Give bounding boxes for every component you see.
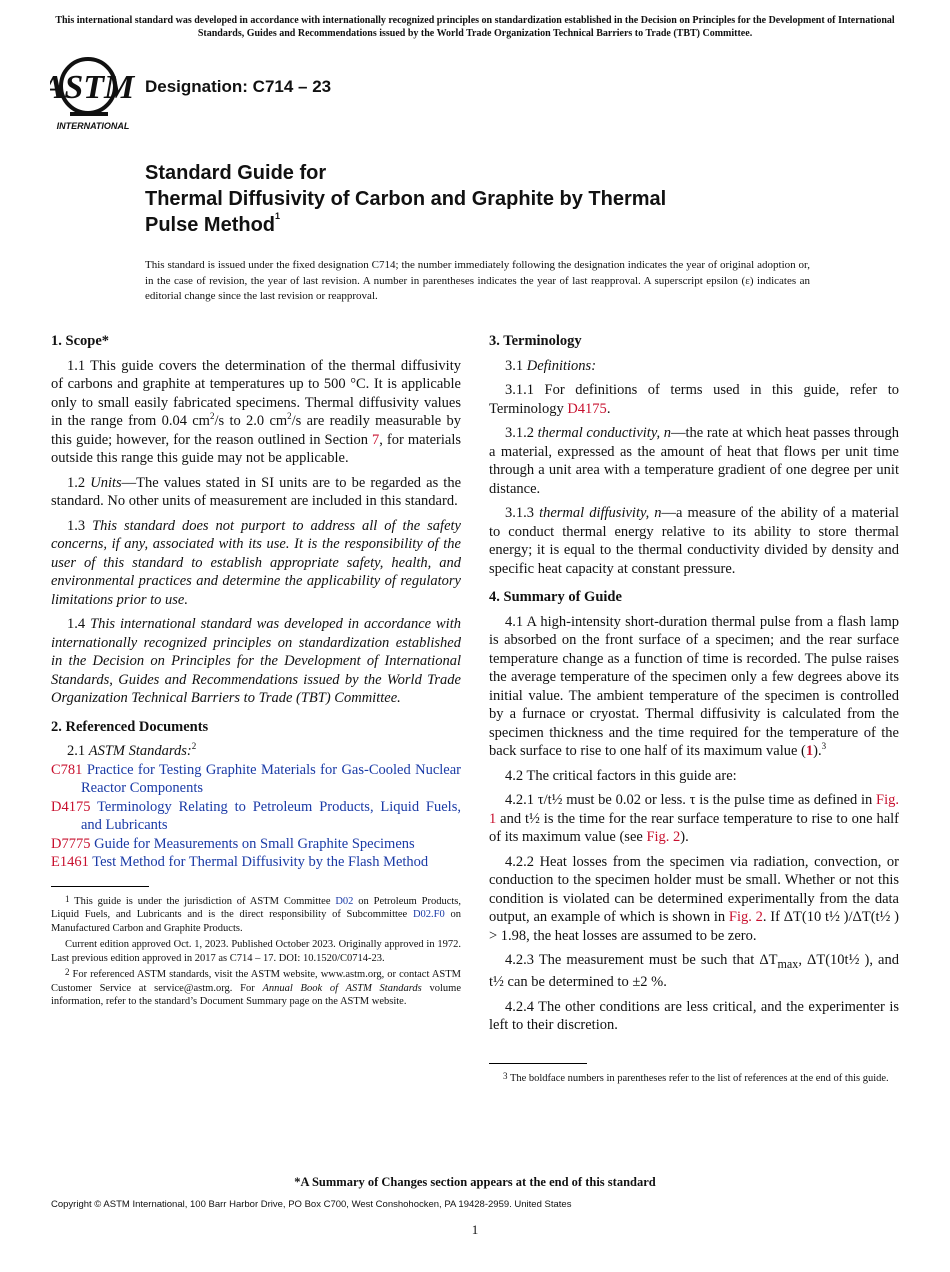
page-number: 1: [471, 1222, 479, 1237]
para-3-1-3: 3.1.3 thermal diffusivity, n—a measure of the ability of a material to conduct thermal energy relative to its ability to store thermal energy; it is equal to the thermal conductivity divided by density and specific heat capacity at constant pressure.: [489, 505, 900, 577]
section-1-heading: 1. Scope*: [51, 333, 109, 349]
section-3-heading: 3. Terminology: [489, 333, 582, 349]
title-line-3: Pulse Method$^1$: [145, 211, 281, 236]
intro-note: This standard is issued under the fixed designation C714; the number immediately following the designation indicates the year of original adoption or, in the case of revision, the year of last revision. A number in parentheses indicates the year of last reapproval. A superscript epsilon (ε) indicates an editorial change since the last revision or reapproval.: [145, 259, 810, 302]
footnote-3: $^3$ The boldface numbers in parentheses refer to the list of references at the end of this guide.: [503, 1070, 889, 1084]
astm-logo-icon: [50, 54, 136, 134]
para-3-1: 3.1 Definitions:: [505, 357, 597, 374]
footnote-1-edition: Current edition approved Oct. 1, 2023. Published October 2023. Originally approved in 1972. Last previous edition approved in 2017 as C714 – 17. DOI: 10.1520/C0714-23.: [51, 939, 461, 964]
d4175-link[interactable]: D4175: [567, 400, 607, 417]
designation: Designation: C714 – 23: [145, 77, 332, 96]
svg-text:INTERNATIONAL: INTERNATIONAL: [56, 121, 130, 131]
d02f0-link[interactable]: D02.F0: [412, 909, 445, 920]
section-4-heading: 4. Summary of Guide: [489, 589, 622, 605]
svg-text:ASTM: ASTM: [50, 69, 135, 106]
footnote-divider-right: [489, 1063, 587, 1064]
left-column: [51, 332, 461, 1012]
para-2-1: 2.1 ASTM Standards:$^2$: [67, 741, 197, 759]
astm-logo: [50, 54, 136, 134]
para-1-4: 1.4 This international standard was developed in accordance with internationally recognized principles on standardization established in the Decision on Principles for the Development of International Standards, Guides and Recommendations issued by the World Trade Organization Technical Barriers to Trade (TBT) Committee.: [51, 616, 461, 706]
para-4-2: 4.2 The critical factors in this guide are:: [505, 767, 737, 784]
footnote-1: $^1$ This guide is under the jurisdiction of ASTM Committee D02 on Petroleum Products, Liquid Fuels, and Lubricants and is the direct responsibility of Subcommittee D02.F0 on Manufactured Carbon and Graphite Products.: [51, 893, 461, 934]
para-4-2-3: 4.2.3 The measurement must be such that $\Delta T_{max}$, ΔT(10t½ ), and t½ can be determined to ±2 %.: [489, 952, 899, 991]
d02-link[interactable]: D02: [335, 895, 354, 907]
para-3-1-2: 3.1.2 thermal conductivity, n—the rate at which heat passes through a material, expressed as the amount of heat that flows per unit time through a unit area with a temperature gradient of one degree per unit distance.: [489, 425, 899, 497]
section-2-heading: 2. Referenced Documents: [51, 718, 209, 735]
ref-d4175[interactable]: D4175 Terminology Relating to Petroleum Products, Liquid Fuels, and Lubricants: [51, 798, 461, 833]
para-4-1: 4.1 A high-intensity short-duration thermal pulse from a flash lamp is absorbed on the front surface of a specimen; and the rear surface temperature change as a function of time is recorded. The pulse raises the average temperature of the specimen only a few degrees above its initial value. The ambient temperature of the specimen is controlled by a furnace or cryostat. Thermal diffusivity is calculated from the specimen thickness and the time required for the temperature of the back surface to rise to one half of its maximum value (1).$^3$: [489, 613, 899, 759]
ref-e1461[interactable]: E1461 Test Method for Thermal Diffusivity by the Flash Method: [51, 854, 429, 870]
para-1-3: 1.3 This standard does not purport to address all of the safety concerns, if any, associated with its use. It is the responsibility of the user of this standard to establish appropriate safety, health, and environmental practices and determine the applicability of regulatory limitations prior to use.: [51, 517, 461, 608]
copyright: Copyright © ASTM International, 100 Barr Harbor Drive, PO Box C700, West Conshohocken, PA 19428-2959. United States: [51, 1199, 572, 1210]
title-line-1: Standard Guide for: [145, 162, 327, 184]
ref-c781[interactable]: C781 Practice for Testing Graphite Materials for Gas-Cooled Nuclear Reactor Components: [51, 761, 461, 796]
title-footnote-ref[interactable]: 1: [275, 211, 281, 221]
para-3-1-1: 3.1.1 For definitions of terms used in this guide, refer to Terminology D4175.: [489, 382, 899, 417]
title-line-2: Thermal Diffusivity of Carbon and Graphite by Thermal: [145, 188, 667, 210]
document-title: [145, 160, 845, 238]
para-4-2-1: 4.2.1 τ/t½ must be 0.02 or less. τ is the pulse time as defined in Fig. 1 and t½ is the time for the rear surface temperature to rise to one half of its maximum value (see Fig. 2).: [489, 792, 899, 845]
ref-d7775[interactable]: D7775 Guide for Measurements on Small Graphite Specimens: [51, 835, 415, 852]
right-column: [489, 332, 899, 1088]
para-4-2-2: 4.2.2 Heat losses from the specimen via radiation, convection, or conduction to the specimen holder must be small. Whether or not this condition is violated can be determined experimentally from the data output, an example of which is shown in Fig. 2. If ΔT(10 t½ )/ΔT(t½ ) > 1.98, the heat losses are assumed to be zero.: [489, 853, 900, 944]
summary-of-changes-note: *A Summary of Changes section appears at the end of this standard: [294, 1175, 656, 1189]
fig-1-link[interactable]: Fig. 1: [489, 792, 899, 827]
section-7-link[interactable]: 7: [372, 431, 380, 448]
fig-2-link[interactable]: Fig. 2: [646, 829, 681, 845]
para-1-1: 1.1 This guide covers the determination of the thermal diffusivity of carbons and graphite at temperatures up to 500 °C. It is applicable only to small easily fabricated specimens. Thermal diffusivity values in the range from 0.04 $cm^2/s$ to 2.0 $cm^2/s$ are readily measurable by this guide; however, for the reason outlined in Section 7, for materials outside this range this guide may not be applicable.: [51, 357, 461, 466]
para-4-2-4: 4.2.4 The other conditions are less critical, and the experimenter is left to their discretion.: [489, 998, 899, 1034]
footnote-2: $^2$ For referenced ASTM standards, visit the ASTM website, www.astm.org, or contact ASTM Customer Service at service@astm.org. For Annual Book of ASTM Standards volume information, refer to the standard’s Document Summary page on the ASTM website.: [51, 967, 461, 1007]
reference-1-link[interactable]: 1: [805, 743, 814, 759]
fig-2-link-b[interactable]: Fig. 2: [728, 909, 763, 925]
header-banner: This international standard was developed in accordance with internationally recognized principles on standardization established in the Decision on Principles for the Development of International Standards, Guides and Recommendations issued by the World Trade Organization Technical Barriers to Trade (TBT) Committee.: [55, 15, 895, 39]
para-1-2: 1.2 Units—The values stated in SI units are to be regarded as the standard. No other units of measurement are included in this standard.: [51, 474, 462, 509]
footnote-divider: [51, 886, 149, 887]
